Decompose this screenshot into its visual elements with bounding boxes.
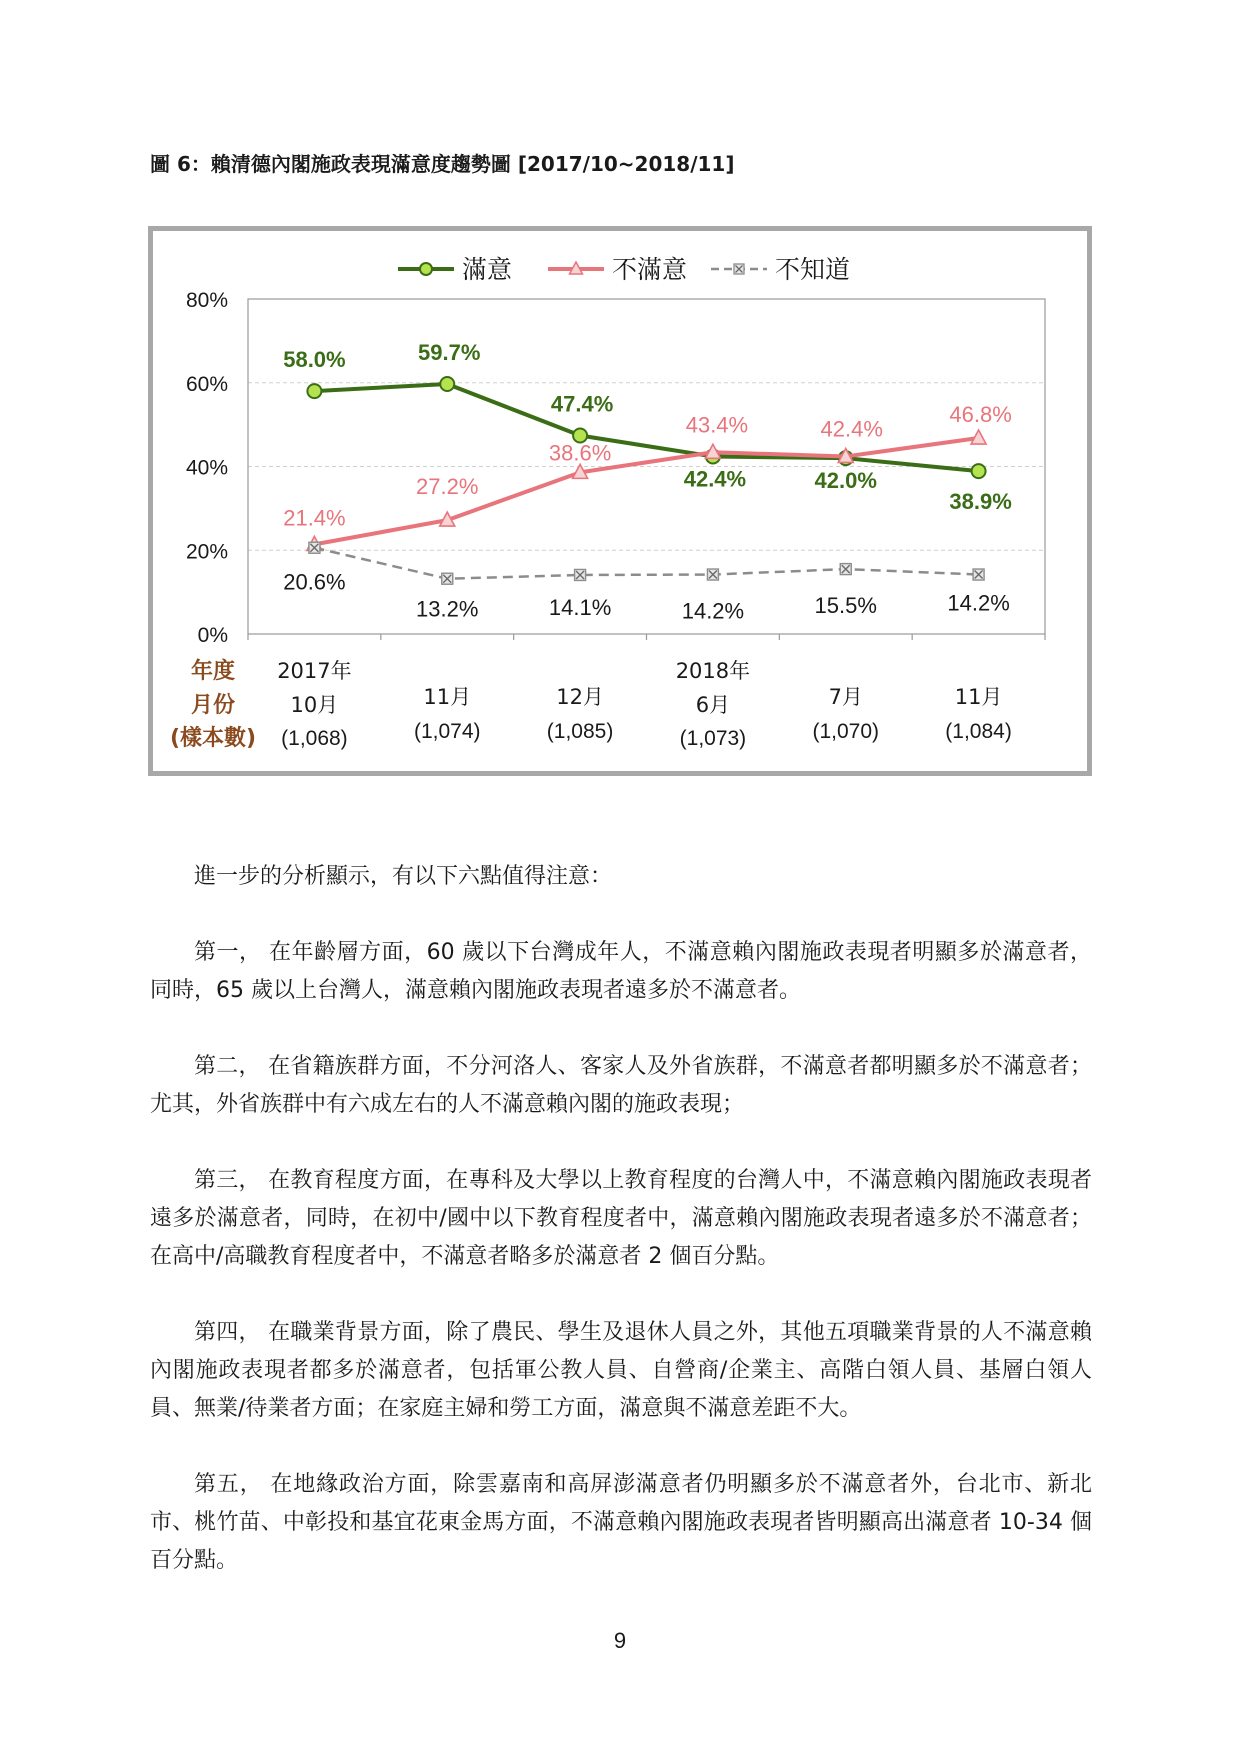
legend-label: 不知道 xyxy=(775,255,851,284)
y-tick-label: 20% xyxy=(185,540,228,564)
data-label: 59.7% xyxy=(418,340,481,366)
data-label: 14.2% xyxy=(681,598,745,624)
x-month-label: 11月 xyxy=(954,685,1003,709)
paragraph-3: 第三， 在教育程度方面，在專科及大學以上教育程度的台灣人中，不滿意賴內閣施政表現者遠多於滿意者，同時，在初中/國中以下教育程度者中，滿意賴內閣施政表現者遠多於不滿意者；在高中/高職教育程度者中，不滿意者略多於滿意者 2 個百分點。 xyxy=(150,1168,1092,1269)
page-number: 9 xyxy=(613,1628,627,1653)
point-marker xyxy=(440,377,454,391)
data-label: 42.4% xyxy=(683,466,747,492)
x-year-label: 2018年 xyxy=(675,659,751,683)
x-month-label: 7月 xyxy=(828,685,863,709)
legend-label: 不滿意 xyxy=(612,255,688,284)
y-tick-label: 60% xyxy=(185,372,228,396)
axis-row-label: 月份 xyxy=(190,693,236,718)
data-label: 38.9% xyxy=(949,489,1012,515)
paragraph-intro: 進一步的分析顯示，有以下六點值得注意： xyxy=(194,864,613,889)
axis-row-label: (樣本數) xyxy=(169,726,257,751)
paragraph-5: 第五， 在地緣政治方面，除雲嘉南和高屏澎滿意者仍明顯多於不滿意者外，台北市、新北市、桃竹苗、中彰投和基宜花東金馬方面，不滿意賴內閣施政表現者皆明顯高出滿意者 10-34 個百分點。 xyxy=(150,1472,1092,1573)
x-sample-label: (1,074) xyxy=(413,720,481,743)
legend-marker xyxy=(420,263,432,275)
x-year-label: 2017年 xyxy=(277,659,352,683)
paragraph-4: 第四， 在職業背景方面，除了農民、學生及退休人員之外，其他五項職業背景的人不滿意賴內閣施政表現者都多於滿意者，包括軍公教人員、自營商/企業主、高階白領人員、基層白領人員、無業/待業者方面；在家庭主婦和勞工方面，滿意與不滿意差距不大。 xyxy=(150,1320,1092,1421)
x-month-label: 10月 xyxy=(290,693,339,717)
data-label: 14.2% xyxy=(947,590,1010,616)
data-label: 13.2% xyxy=(416,596,479,622)
paragraph-2: 第二， 在省籍族群方面，不分河洛人、客家人及外省族群，不滿意者都明顯多於不滿意者；尤其，外省族群中有六成左右的人不滿意賴內閣的施政表現； xyxy=(150,1054,1092,1117)
data-label: 21.4% xyxy=(283,505,346,531)
y-tick-label: 0% xyxy=(197,624,228,647)
analysis-text xyxy=(150,858,1092,1580)
data-label: 43.4% xyxy=(685,412,749,438)
y-tick-label: 40% xyxy=(185,456,228,480)
series-line-2 xyxy=(314,438,978,544)
y-tick-label: 80% xyxy=(185,289,228,312)
x-month-label: 6月 xyxy=(695,693,731,717)
trend-chart-frame xyxy=(148,226,1092,776)
point-marker xyxy=(972,464,986,478)
satisfaction-trend-chart xyxy=(148,226,1092,776)
axis-row-label: 年度 xyxy=(190,659,236,684)
x-sample-label: (1,070) xyxy=(812,720,880,743)
data-label: 14.1% xyxy=(548,594,612,620)
data-label: 47.4% xyxy=(550,391,614,417)
legend-label: 滿意 xyxy=(462,255,513,284)
x-month-label: 12月 xyxy=(556,685,604,709)
data-label: 15.5% xyxy=(814,593,877,619)
data-label: 42.0% xyxy=(814,468,877,494)
data-label: 38.6% xyxy=(548,440,612,466)
data-label: 42.4% xyxy=(820,416,883,442)
x-sample-label: (1,084) xyxy=(945,720,1012,743)
x-sample-label: (1,073) xyxy=(679,727,747,750)
data-label: 27.2% xyxy=(416,474,479,500)
data-label: 46.8% xyxy=(949,402,1012,428)
x-sample-label: (1,068) xyxy=(281,727,348,750)
paragraph-1: 第一， 在年齡層方面，60 歲以下台灣成年人，不滿意賴內閣施政表現者明顯多於滿意者，同時，65 歲以上台灣人，滿意賴內閣施政表現者遠多於不滿意者。 xyxy=(150,940,1092,1003)
x-sample-label: (1,085) xyxy=(546,720,614,743)
series-line-3 xyxy=(314,548,978,579)
data-label: 58.0% xyxy=(283,347,346,373)
x-month-label: 11月 xyxy=(423,685,472,709)
point-marker xyxy=(307,384,321,398)
figure-title: 圖 6：賴清德內閣施政表現滿意度趨勢圖 [2017/10~2018/11] xyxy=(150,152,735,176)
data-label: 20.6% xyxy=(283,569,346,595)
